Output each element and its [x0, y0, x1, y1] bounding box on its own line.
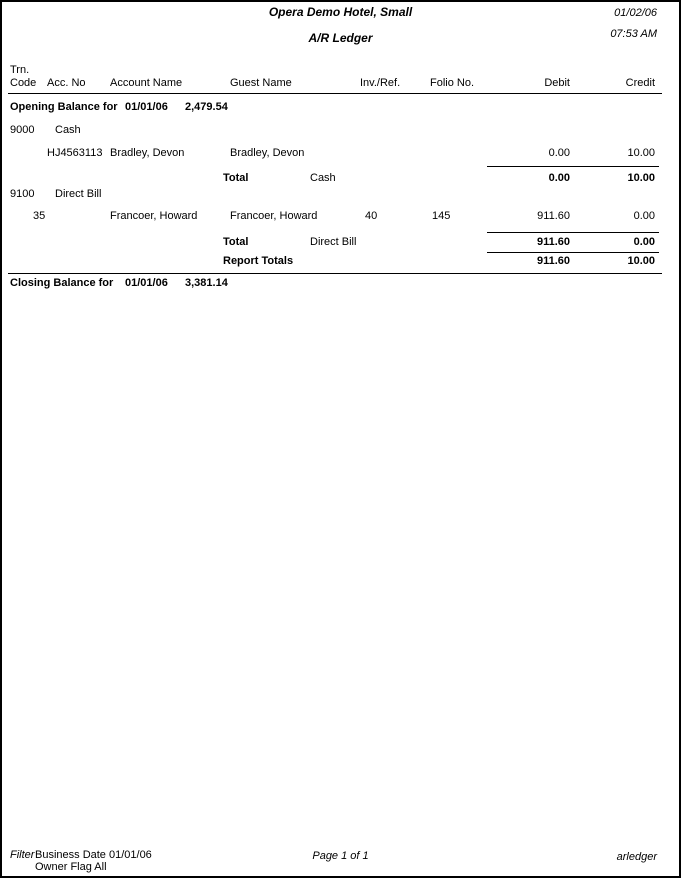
column-header-inv-ref: Inv./Ref.	[360, 77, 401, 89]
column-header-debit: Debit	[544, 77, 570, 89]
column-header-guest-name: Guest Name	[230, 77, 292, 89]
total-rule	[487, 166, 659, 167]
column-header-trn-line1: Trn.	[10, 64, 30, 76]
report-time: 07:53 AM	[610, 28, 657, 40]
report-totals-debit: 911.60	[536, 255, 570, 267]
closing-balance-label: Closing Balance for	[10, 277, 114, 289]
total-group-name: Direct Bill	[310, 236, 357, 248]
cell-acc-no: HJ4563113	[47, 147, 103, 159]
closing-balance-amount: 3,381.14	[185, 277, 228, 289]
total-debit: 911.60	[536, 236, 570, 248]
page-indicator: Page 1 of 1	[312, 850, 369, 862]
header-rule	[8, 93, 662, 94]
report-totals-label: Report Totals	[223, 255, 294, 267]
cell-inv-ref: 40	[365, 210, 378, 222]
report-totals-credit: 10.00	[627, 255, 655, 267]
cell-credit: 10.00	[627, 147, 655, 159]
report-date: 01/02/06	[614, 7, 657, 19]
closing-balance-date: 01/01/06	[125, 277, 168, 289]
column-header-folio-no: Folio No.	[430, 77, 475, 89]
hotel-title: Opera Demo Hotel, Small	[268, 5, 413, 19]
closing-rule	[8, 273, 662, 274]
cell-account-name: Francoer, Howard	[110, 210, 198, 222]
group-name: Direct Bill	[55, 188, 102, 200]
opening-balance-amount: 2,479.54	[185, 101, 228, 113]
cell-guest-name: Bradley, Devon	[230, 147, 305, 159]
report-title: A/R Ledger	[308, 31, 373, 45]
group-code: 9000	[10, 124, 35, 136]
column-header-acc-no: Acc. No	[47, 77, 86, 89]
column-header-credit: Credit	[625, 77, 655, 89]
filter-line1: Business Date 01/01/06	[35, 849, 152, 861]
opening-balance-date: 01/01/06	[125, 101, 168, 113]
total-credit: 10.00	[627, 172, 655, 184]
cell-account-name: Bradley, Devon	[110, 147, 185, 159]
column-header-trn-line2: Code	[10, 77, 37, 89]
total-label: Total	[223, 172, 249, 184]
report-id: arledger	[616, 851, 657, 863]
group-name: Cash	[55, 124, 81, 136]
cell-guest-name: Francoer, Howard	[230, 210, 318, 222]
cell-debit: 0.00	[548, 147, 570, 159]
total-debit: 0.00	[548, 172, 570, 184]
cell-debit: 911.60	[537, 210, 570, 222]
column-header-account-name: Account Name	[110, 77, 183, 89]
cell-credit: 0.00	[633, 210, 655, 222]
total-rule	[487, 252, 659, 253]
cell-acc-no: 35	[33, 210, 46, 222]
total-group-name: Cash	[310, 172, 336, 184]
total-rule	[487, 232, 659, 233]
total-credit: 0.00	[633, 236, 655, 248]
cell-folio-no: 145	[432, 210, 451, 222]
group-code: 9100	[10, 188, 35, 200]
filter-label: Filter	[10, 849, 35, 861]
filter-line2: Owner Flag All	[35, 861, 107, 873]
total-label: Total	[223, 236, 249, 248]
opening-balance-label: Opening Balance for	[10, 101, 118, 113]
